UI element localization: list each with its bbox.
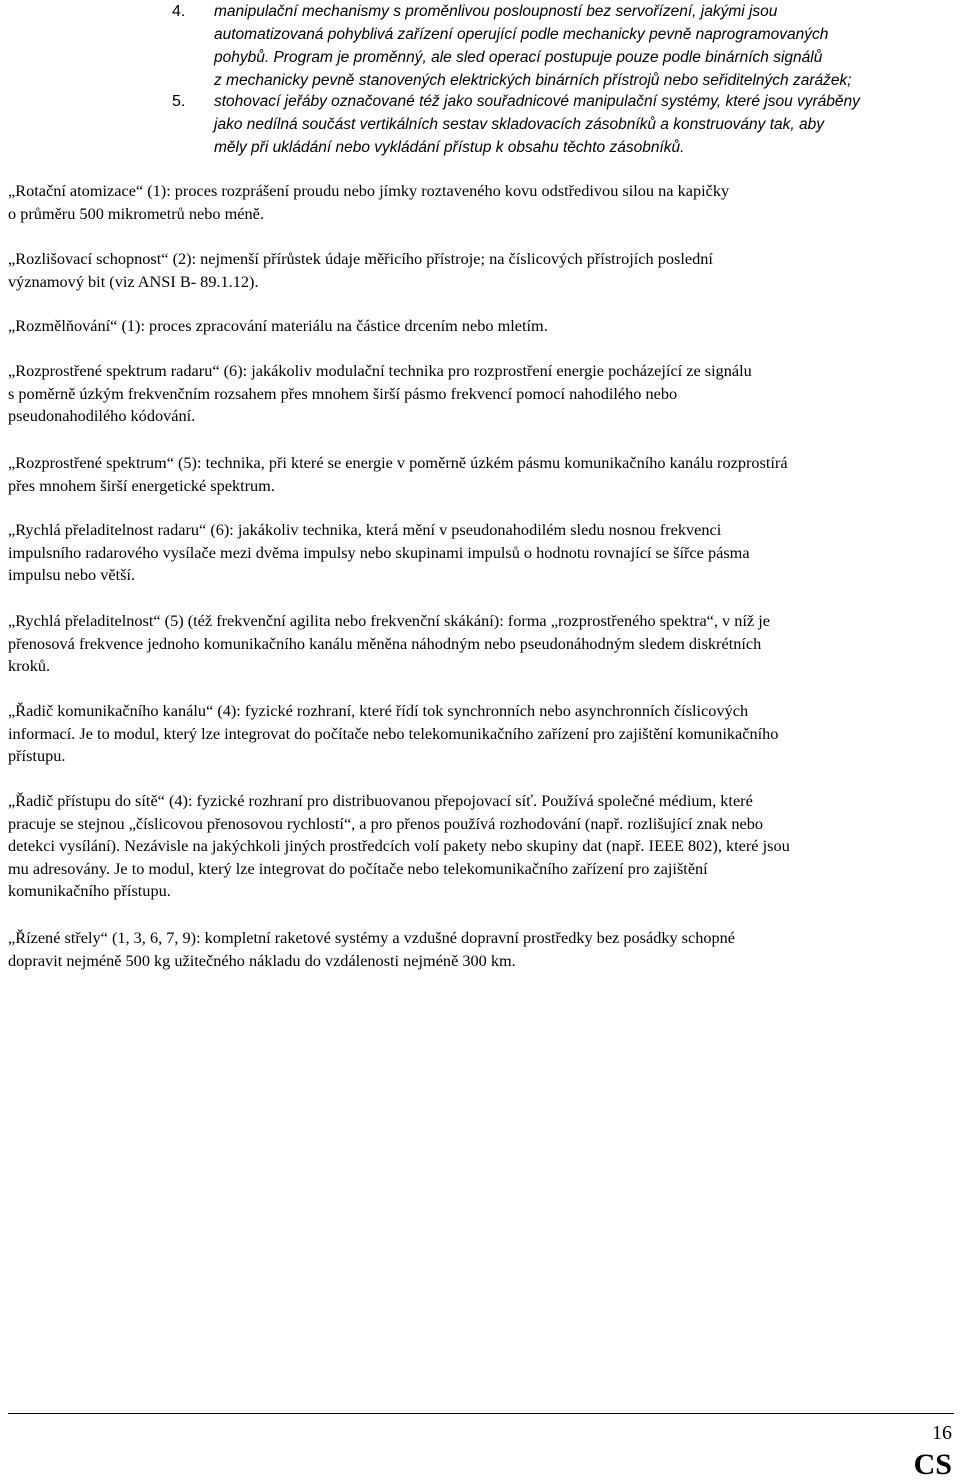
text-line: přenosová frekvence jednoho komunikačního kanálu měněna náhodným nebo pseudonáhodným sledem diskrétních	[8, 633, 762, 653]
definition-entry	[8, 610, 954, 678]
text-line: přes mnohem širší energetické spektrum.	[8, 475, 275, 495]
text-line: dopravit nejméně 500 kg užitečného nákladu do vzdálenosti nejméně 300 km.	[8, 950, 516, 970]
page-number: 16	[932, 1422, 952, 1444]
text-line: „Rotační atomizace“ (1): proces rozprášení proudu nebo jímky roztaveného kovu odstředivou silou na kapičky	[8, 181, 730, 200]
definition-entry	[8, 700, 954, 768]
text-line: komunikačního přístupu.	[8, 881, 171, 900]
text-line: „Řadič komunikačního kanálu“ (4): fyzické rozhraní, které řídí tok synchronních nebo asynchronních číslicových	[8, 701, 749, 720]
text-line: měly při ukládání nebo vykládání přístup k obsahu těchto zásobníků.	[214, 139, 685, 156]
definition-entry	[8, 927, 954, 972]
definition-entry	[8, 180, 954, 225]
list-item-text	[214, 0, 958, 92]
text-line: „Rychlá přeladitelnost radaru“ (6): jakákoliv technika, která mění v pseudonahodilém sledu nosnou frekvenci	[8, 520, 722, 539]
text-line: detekci vysílání). Nezávisle na jakýchkoli jiných prostředcích volí pakety nebo skupiny dat (např. IEEE 802), které jsou	[8, 836, 790, 855]
text-line: „Řadič přístupu do sítě“ (4): fyzické rozhraní pro distribuovanou přepojovací síť. Používá společné médium, které	[8, 791, 753, 810]
definition-entry	[8, 248, 954, 293]
text-line: „Rozprostřené spektrum“ (5): technika, při které se energie v poměrně úzkém pásmu komunikačního kanálu rozprostírá	[8, 453, 788, 472]
list-item-number: 4.	[172, 3, 186, 20]
definition-entry	[8, 315, 954, 338]
language-code: CS	[913, 1448, 952, 1481]
text-line: „Rozlišovací schopnost“ (2): nejmenší přírůstek údaje měřicího přístroje; na číslicových přístrojích poslední	[8, 249, 713, 268]
definition-entry	[8, 790, 954, 903]
list-item-text	[214, 90, 958, 159]
text-line: pseudonahodilého kódování.	[8, 406, 196, 425]
text-line: mu adresovány. Je to modul, který lze integrovat do počítače nebo telekomunikačního zařízení pro zajištění	[8, 858, 708, 878]
text-line: automatizovaná pohyblivá zařízení operující podle mechanicky pevně naprogramovaných	[214, 26, 829, 43]
text-line: pracuje se stejnou „číslicovou přenosovou rychlostí“, a pro přenos používá rozhodování (např. rozlišující znak nebo	[8, 813, 764, 833]
text-line: „Řízené střely“ (1, 3, 6, 7, 9): kompletní raketové systémy a vzdušné dopravní prostředky bez posádky schopné	[8, 928, 736, 947]
text-line: přístupu.	[8, 746, 66, 765]
text-line: impulsního radarového vysílače mezi dvěma impulsy nebo skupinami impulsů o hodnotu rovnající se šířce pásma	[8, 542, 750, 562]
text-line: „Rozmělňování“ (1): proces zpracování materiálu na částice drcením nebo mletím.	[8, 316, 548, 335]
text-line: pohybů. Program je proměnný, ale sled operací postupuje pouze podle binárních signálů	[214, 49, 823, 66]
text-line: informací. Je to modul, který lze integrovat do počítače nebo telekomunikačního zařízení pro zajištění komunikačního	[8, 723, 779, 743]
definition-entry	[8, 360, 954, 428]
text-line: kroků.	[8, 656, 51, 675]
text-line: „Rozprostřené spektrum radaru“ (6): jakákoliv modulační technika pro rozprostření energie pocházející ze signálu	[8, 361, 752, 380]
text-line: s poměrně úzkým frekvenčním rozsahem přes mnohem širší pásmo frekvencí pomocí nahodilého nebo	[8, 383, 678, 403]
text-line: manipulační mechanismy s proměnlivou posloupností bez servořízení, jakými jsou	[214, 3, 778, 20]
list-item-number: 5.	[172, 93, 186, 110]
text-line: stohovací jeřáby označované též jako souřadnicové manipulační systémy, které jsou vyráběny	[214, 93, 860, 110]
text-line: o průměru 500 mikrometrů nebo méně.	[8, 203, 264, 223]
text-line: z mechanicky pevně stanovených elektrických binárních přístrojů nebo seřiditelných zarážek;	[214, 72, 852, 89]
text-line: jako nedílná součást vertikálních sestav skladovacích zásobníků a konstruovány tak, aby	[214, 116, 825, 133]
definition-entry	[8, 519, 954, 587]
text-line: „Rychlá přeladitelnost“ (5) (též frekvenční agilita nebo frekvenční skákání): forma „rozprostřeného spektra“, v níž je	[8, 611, 770, 630]
footer-divider	[8, 1413, 954, 1414]
text-line: významový bit (viz ANSI B- 89.1.12).	[8, 271, 259, 291]
definition-entry	[8, 452, 954, 497]
text-line: impulsu nebo větší.	[8, 565, 136, 584]
